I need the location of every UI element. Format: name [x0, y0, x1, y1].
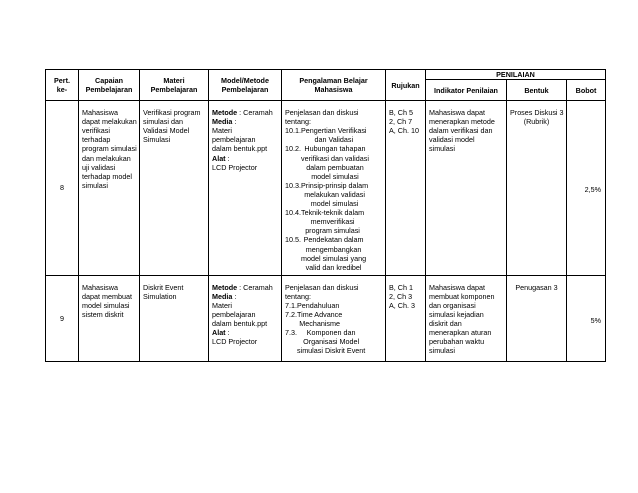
text-line: B, Ch 5: [389, 108, 413, 118]
text-line: dalam bentuk.ppt: [212, 144, 268, 154]
text-line: validasi model: [429, 135, 475, 145]
header-bobot: Bobot: [567, 80, 606, 101]
metode-line: [212, 283, 278, 292]
text-line: model simulasi: [311, 171, 359, 181]
header-indikator: Indikator Penilaian: [426, 80, 507, 101]
table-row: [46, 275, 606, 361]
text-line: Simulasi: [143, 135, 171, 145]
text-line: dalam pembuatan: [306, 162, 364, 172]
cell-materi: [140, 275, 209, 361]
cell-model: [209, 275, 282, 361]
cell-rujukan: [386, 275, 426, 361]
header-penilaian: PENILAIAN: [426, 70, 606, 80]
header-model: Model/Metode Pembelajaran: [209, 70, 282, 101]
metode-label: Metode: [212, 108, 238, 118]
text-line: verifikasi dan validasi: [301, 153, 369, 163]
item-number: 10.5.: [285, 235, 301, 245]
text-line: Simulation: [143, 291, 177, 301]
list-item: [285, 144, 382, 180]
text-line: terhadap model: [82, 171, 132, 181]
text-line: Penjelasan dan diskusi: [285, 108, 359, 118]
text-line: menerapkan metode: [429, 117, 495, 127]
text-line: Diskrit Event: [143, 282, 184, 292]
item-text: [301, 144, 369, 180]
text-line: dan organisasi: [429, 300, 476, 310]
list-item: [285, 235, 382, 271]
item-text: [301, 235, 366, 271]
text-line: dapat membuat: [82, 291, 132, 301]
text-line: dapat melakukan: [82, 117, 137, 127]
text-line: Verifikasi program: [143, 108, 201, 118]
cell-bentuk: [507, 275, 567, 361]
text-line: Komponen dan: [306, 328, 356, 338]
text-line: sistem diskrit: [82, 310, 124, 320]
media-label: Media: [212, 291, 233, 301]
item-text: [297, 310, 342, 328]
text-line: Pendahuluan: [297, 300, 340, 310]
item-number: 7.3.: [285, 328, 297, 338]
item-number: 10.1.: [285, 126, 301, 136]
text-line: Prinsip-prinsip dalam: [301, 180, 369, 190]
text-line: Hubungan tahapan: [304, 144, 366, 154]
cell-pengalaman: [282, 101, 386, 276]
item-number: 10.3.: [285, 180, 301, 190]
text-line: valid dan kredibel: [305, 262, 362, 272]
metode-label: Metode: [212, 282, 238, 292]
cell-pert: 9: [46, 275, 79, 361]
text-line: mengembangkan: [305, 244, 362, 254]
text-line: program simulasi: [82, 144, 137, 154]
text-line: Teknik-teknik dalam: [301, 208, 365, 218]
pengalaman-list: [285, 301, 382, 356]
text-line: 2, Ch 3: [389, 291, 413, 301]
media-value: :: [234, 117, 237, 127]
alat-label: Alat: [212, 153, 226, 163]
text-line: simulasi: [429, 346, 455, 356]
text-line: perubahan waktu: [429, 337, 485, 347]
item-number: 7.2.: [285, 310, 297, 320]
text-line: LCD Projector: [212, 337, 258, 347]
text-line: (Rubrik): [523, 117, 550, 127]
cell-model: [209, 101, 282, 276]
text-line: Materi: [212, 126, 232, 136]
media-line: [212, 117, 278, 126]
text-line: simulasi dan: [143, 117, 183, 127]
alat-value: :: [227, 328, 230, 338]
text-line: LCD Projector: [212, 162, 258, 172]
text-line: Penugasan 3: [515, 282, 558, 292]
cell-capaian: [79, 275, 140, 361]
text-line: dan melakukan: [82, 153, 131, 163]
text-line: diskrit dan: [429, 319, 462, 329]
table-row: [46, 101, 606, 276]
text-line: model simulasi yang: [301, 253, 367, 263]
text-line: Organisasi Model: [303, 337, 360, 347]
item-text: [301, 181, 368, 208]
item-number: 10.2.: [285, 144, 301, 154]
text-line: simulasi kejadian: [429, 310, 484, 320]
text-line: menerapkan aturan: [429, 328, 492, 338]
text-line: simulasi: [429, 144, 455, 154]
text-line: Pendekatan dalam: [303, 235, 364, 245]
text-line: uji validasi: [82, 162, 116, 172]
list-item: [285, 328, 382, 355]
alat-line: [212, 328, 278, 337]
text-line: simulasi Diskrit Event: [297, 346, 366, 356]
header-pengalaman: Pengalaman Belajar Mahasiswa: [282, 70, 386, 101]
text-line: B, Ch 1: [389, 282, 413, 292]
item-number: 7.1.: [285, 300, 297, 310]
media-label: Media: [212, 117, 233, 127]
text-line: tentang:: [285, 291, 311, 301]
text-line: Validasi Model: [143, 126, 190, 136]
text-line: membuat komponen: [429, 291, 495, 301]
text-line: Mahasiswa dapat: [429, 108, 485, 118]
list-item: [285, 181, 382, 208]
text-line: 2, Ch 7: [389, 117, 413, 127]
list-item: [285, 208, 382, 235]
text-line: dalam verifikasi dan: [429, 126, 493, 136]
text-line: Mahasiswa dapat: [429, 282, 485, 292]
text-line: simulasi: [82, 180, 108, 190]
text-line: Mechanisme: [299, 319, 341, 329]
text-line: model simulasi: [310, 199, 359, 209]
text-line: pembelajaran: [212, 310, 256, 320]
text-line: terhadap: [82, 135, 111, 145]
header-pert: Pert. ke-: [46, 70, 79, 101]
rps-table: [45, 69, 606, 362]
item-text: [301, 208, 364, 235]
text-line: melakukan validasi: [304, 189, 365, 199]
text-line: Penjelasan dan diskusi: [285, 282, 359, 292]
item-text: [301, 126, 367, 144]
text-line: model simulasi: [82, 300, 130, 310]
text-line: A, Ch. 3: [389, 300, 415, 310]
text-line: dalam bentuk.ppt: [212, 319, 268, 329]
media-line: [212, 292, 278, 301]
text-line: A, Ch. 10: [389, 126, 419, 136]
text-line: pembelajaran: [212, 135, 256, 145]
text-line: Time Advance: [297, 310, 343, 320]
metode-value: : Ceramah: [239, 282, 273, 292]
list-item: [285, 310, 382, 328]
text-line: Mahasiswa: [82, 282, 118, 292]
cell-materi: [140, 101, 209, 276]
cell-indikator: [426, 275, 507, 361]
metode-value: : Ceramah: [239, 108, 273, 118]
metode-line: [212, 108, 278, 117]
cell-indikator: [426, 101, 507, 276]
text-line: verifikasi: [82, 126, 110, 136]
media-value: :: [234, 291, 237, 301]
pengalaman-list: [285, 126, 382, 272]
text-line: memverifikasi: [310, 217, 355, 227]
cell-bobot: 5%: [567, 275, 606, 361]
alat-label: Alat: [212, 328, 226, 338]
cell-bobot: 2,5%: [567, 101, 606, 276]
text-line: dan Validasi: [314, 135, 354, 145]
list-item: [285, 126, 382, 144]
list-item: [285, 301, 382, 310]
alat-value: :: [227, 153, 230, 163]
item-text: [297, 301, 339, 310]
text-line: Materi: [212, 300, 232, 310]
cell-bentuk: [507, 101, 567, 276]
text-line: Pengertian Verifikasi: [301, 126, 367, 136]
cell-pert: 8: [46, 101, 79, 276]
header-rujukan: Rujukan: [386, 70, 426, 101]
cell-rujukan: [386, 101, 426, 276]
text-line: Proses Diskusi 3: [510, 108, 564, 118]
item-number: 10.4.: [285, 208, 301, 218]
text-line: program simulasi: [305, 226, 360, 236]
alat-line: [212, 154, 278, 163]
header-bentuk: Bentuk: [507, 80, 567, 101]
cell-capaian: [79, 101, 140, 276]
item-text: [297, 328, 365, 355]
cell-pengalaman: [282, 275, 386, 361]
text-line: tentang:: [285, 117, 311, 127]
text-line: Mahasiswa: [82, 108, 118, 118]
header-materi: Materi Pembelajaran: [140, 70, 209, 101]
header-capaian: Capaian Pembelajaran: [79, 70, 140, 101]
